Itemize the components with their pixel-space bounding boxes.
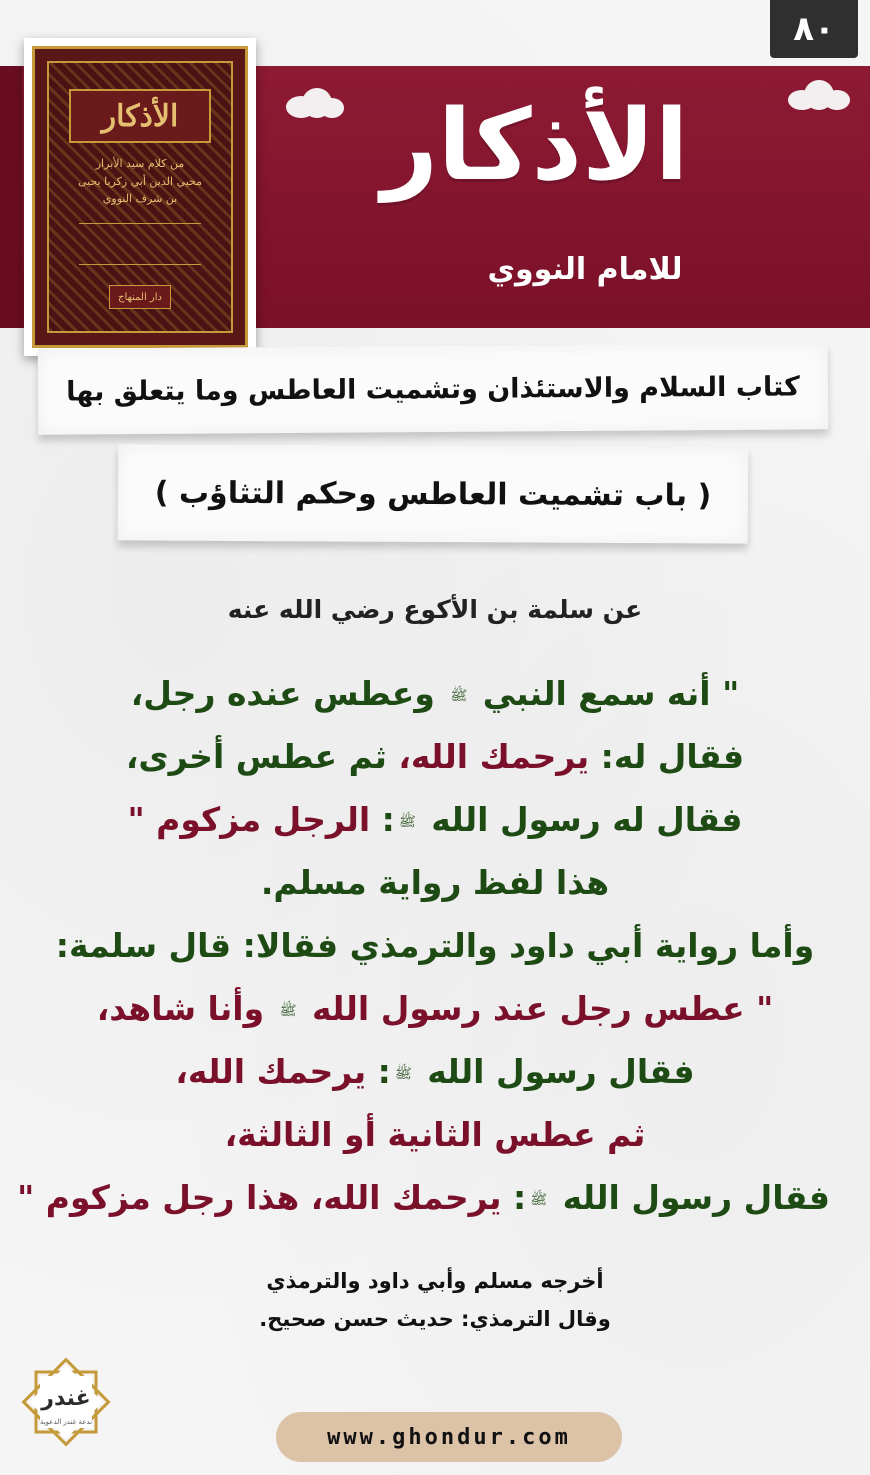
logo-name: غندر	[41, 1386, 91, 1411]
hadith-source	[170, 1262, 700, 1338]
ghondur-logo	[16, 1352, 116, 1452]
source-line: وقال الترمذي: حديث حسن صحيح.	[259, 1307, 611, 1331]
source-line: أخرجه مسلم وأبي داود والترمذي	[266, 1269, 604, 1293]
page-number: ٨٠	[770, 0, 858, 58]
hadith-line: فقال رسول الله ﷺ: يرحمك الله، هذا رجل مزكوم "	[17, 1178, 830, 1217]
main-subtitle: للامام النووي	[487, 252, 683, 287]
website-link[interactable]: www.ghondur.com	[276, 1412, 622, 1462]
book-cover-publisher: دار المنهاج	[109, 285, 171, 309]
hadith-line: فقال رسول الله ﷺ: يرحمك الله،	[175, 1052, 695, 1091]
cloud-icon	[782, 78, 852, 112]
book-cover-subtitle: من كلام سيد الأبرار	[95, 157, 185, 170]
hadith-line: فقال له: يرحمك الله، ثم عطس أخرى،	[125, 737, 745, 776]
hadith-line: ثم عطس الثانية أو الثالثة،	[224, 1115, 646, 1154]
chapter-title: كتاب السلام والاستئذان وتشميت العاطس وما يتعلق بها	[38, 343, 829, 435]
book-ornament	[79, 223, 201, 265]
hadith-line: " أنه سمع النبي ﷺ وعطس عنده رجل،	[130, 674, 740, 713]
hadith-line: فقال له رسول الله ﷺ: الرجل مزكوم "	[127, 800, 743, 839]
hadith-line: وأما رواية أبي داود والترمذي فقالا: قال سلمة:	[55, 926, 815, 965]
narrator: عن سلمة بن الأكوع رضي الله عنه	[227, 595, 643, 624]
book-cover-image	[24, 38, 256, 356]
hadith-text	[17, 662, 830, 1229]
book-cover-author: محيي الدين أبي زكريا يحيى بن شرف النووي	[77, 174, 203, 206]
saw-icon: ﷺ	[450, 687, 468, 704]
main-title: الأذكار	[381, 89, 689, 203]
saw-icon: ﷺ	[279, 1002, 297, 1019]
saw-icon: ﷺ	[530, 1191, 548, 1208]
section-title: ( باب تشميت العاطس وحكم التثاؤب )	[118, 444, 748, 543]
hadith-line: " عطس رجل عند رسول الله ﷺ وأنا شاهد،	[96, 989, 774, 1028]
book-cover-title: الأذكار	[69, 89, 211, 143]
saw-icon: ﷺ	[394, 1065, 412, 1082]
logo-caption: ندعة غندر الدعوية	[39, 1418, 93, 1426]
hadith-line: هذا لفظ رواية مسلم.	[260, 863, 610, 902]
banner-edge	[0, 66, 22, 328]
saw-icon: ﷺ	[398, 813, 416, 830]
